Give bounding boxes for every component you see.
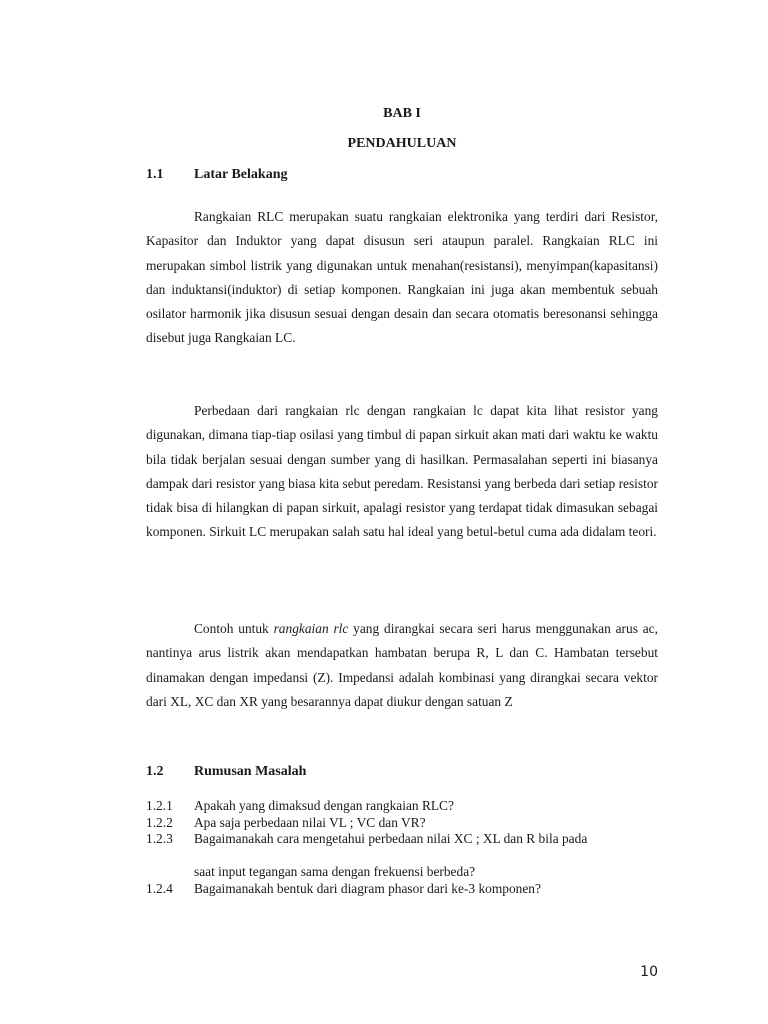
section-title: Latar Belakang [194,167,288,182]
section-number: 1.1 [146,167,164,182]
question-text: Apa saja perbedaan nilai VL ; VC dan VR? [194,815,426,830]
question-number: 1.2.2 [146,815,173,830]
paragraph-1 [146,205,658,351]
paragraph-3-after: yang dirangkai secara seri harus menggunakan arus ac, nantinya arus listrik akan mendapatkan hambatan berupa R, L dan C. Hambatan tersebut dinamakan dengan impedansi (Z). Impedansi adalah kombinasi yang dirangkai secara vektor dari XL, XC dan XR yang besarannya dapat diukur dengan satuan Z [146,621,658,709]
chapter-label: BAB I [383,106,421,121]
section-number: 1.2 [146,764,164,779]
question-text: Bagaimanakah bentuk dari diagram phasor dari ke-3 komponen? [194,881,541,896]
question-text: Apakah yang dimaksud dengan rangkaian RLC? [194,798,454,813]
question-number: 1.2.4 [146,881,173,896]
paragraph-3 [146,617,658,714]
paragraph-1-text: Rangkaian RLC merupakan suatu rangkaian elektronika yang terdiri dari Resistor, Kapasitor dan Induktor yang dapat disusun seri ataupun paralel. Rangkaian RLC ini merupakan simbol listrik yang digunakan untuk menahan(resistansi), menyimpan(kapasitansi) dan induktansi(induktor) di setiap komponen. Rangkaian ini juga akan membentuk sebuah osilator harmonik jika disusun sesuai dengan desain dan secara otomatis beresonansi sehingga disebut juga Rangkaian LC. [146,209,658,346]
question-continuation: saat input tegangan sama dengan frekuensi berbeda? [194,864,476,879]
page-number: 10 [640,964,658,980]
paragraph-2-text: Perbedaan dari rangkaian rlc dengan rangkaian lc dapat kita lihat resistor yang digunakan, dimana tiap-tiap osilasi yang timbul di papan sirkuit akan mati dari waktu ke waktu bila tidak berjalan sesuai dengan sumber yang di hasilkan. Permasalahan seperti ini biasanya dampak dari resistor yang biasa kita sebut peredam. Resistansi yang berbeda dari setiap resistor tidak bisa di hilangkan di papan sirkuit, apalagi resistor yang terdapat tidak dimasukan sebagai komponen. Sirkuit LC merupakan salah satu hal ideal yang betul-betul cuma ada didalam teori. [146,403,658,540]
question-number: 1.2.1 [146,798,173,813]
paragraph-2 [146,399,658,545]
paragraph-3-italic: rangkaian rlc [273,621,349,636]
question-number: 1.2.3 [146,831,173,846]
section-title: Rumusan Masalah [194,764,307,779]
question-text: Bagaimanakah cara mengetahui perbedaan nilai XC ; XL dan R bila pada [194,831,588,846]
paragraph-3-before: Contoh untuk [194,621,269,636]
chapter-title: PENDAHULUAN [347,136,457,151]
